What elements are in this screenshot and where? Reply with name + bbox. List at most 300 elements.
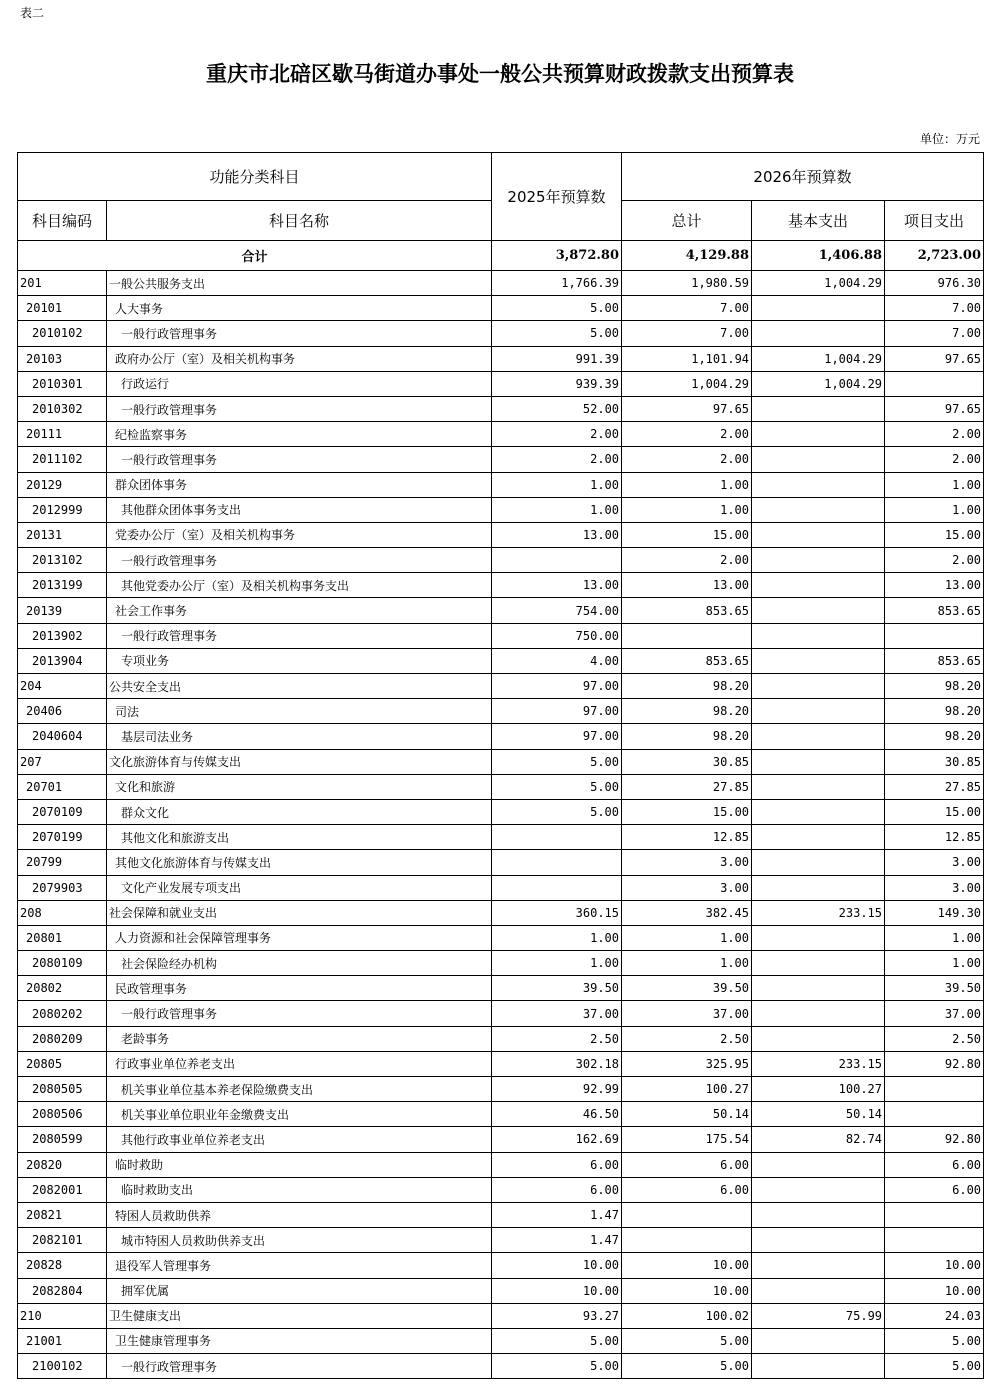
table-row (18, 1303, 984, 1328)
row-basic (752, 573, 885, 598)
row-budget-2025: 2.00 (492, 447, 622, 472)
row-name: 一般行政管理事务 (107, 396, 492, 421)
row-code: 20799 (18, 850, 107, 875)
row-name: 一般公共服务支出 (107, 271, 492, 296)
row-name: 机关事业单位职业年金缴费支出 (107, 1102, 492, 1127)
row-budget-2025: 754.00 (492, 598, 622, 623)
row-project (885, 371, 984, 396)
row-project: 98.20 (885, 674, 984, 699)
row-budget-2025: 360.15 (492, 900, 622, 925)
row-project: 24.03 (885, 1303, 984, 1328)
header-project: 项目支出 (885, 201, 984, 241)
row-total: 5.00 (622, 1354, 752, 1379)
row-project: 1.00 (885, 472, 984, 497)
row-name: 其他群众团体事务支出 (107, 497, 492, 522)
row-budget-2025: 92.99 (492, 1077, 622, 1102)
row-total: 1,101.94 (622, 346, 752, 371)
row-project: 1.00 (885, 925, 984, 950)
table-row (18, 497, 984, 522)
row-name: 一般行政管理事务 (107, 447, 492, 472)
table-row (18, 724, 984, 749)
row-basic (752, 548, 885, 573)
row-budget-2025: 939.39 (492, 371, 622, 396)
row-code: 2012999 (18, 497, 107, 522)
table-row (18, 296, 984, 321)
row-total (622, 1228, 752, 1253)
row-total: 10.00 (622, 1253, 752, 1278)
row-name: 卫生健康支出 (107, 1303, 492, 1328)
row-code: 2080599 (18, 1127, 107, 1152)
row-budget-2025: 5.00 (492, 1354, 622, 1379)
table-row (18, 1328, 984, 1353)
row-project: 97.65 (885, 396, 984, 421)
row-budget-2025: 302.18 (492, 1051, 622, 1076)
row-total: 1.00 (622, 472, 752, 497)
row-project (885, 1202, 984, 1227)
row-basic: 82.74 (752, 1127, 885, 1152)
row-name: 一般行政管理事务 (107, 1001, 492, 1026)
row-code: 20805 (18, 1051, 107, 1076)
row-budget-2025: 52.00 (492, 396, 622, 421)
total-label: 合计 (18, 241, 492, 271)
row-budget-2025: 5.00 (492, 774, 622, 799)
row-project: 6.00 (885, 1177, 984, 1202)
table-row (18, 1102, 984, 1127)
row-basic: 50.14 (752, 1102, 885, 1127)
row-budget-2025: 5.00 (492, 749, 622, 774)
row-budget-2025: 5.00 (492, 296, 622, 321)
row-basic: 1,004.29 (752, 346, 885, 371)
row-total: 6.00 (622, 1177, 752, 1202)
row-basic (752, 825, 885, 850)
row-basic (752, 699, 885, 724)
table-row (18, 472, 984, 497)
row-total: 30.85 (622, 749, 752, 774)
row-project: 15.00 (885, 522, 984, 547)
row-code: 20103 (18, 346, 107, 371)
table-row (18, 1077, 984, 1102)
row-code: 20801 (18, 925, 107, 950)
row-code: 20701 (18, 774, 107, 799)
row-basic (752, 850, 885, 875)
row-name: 人大事务 (107, 296, 492, 321)
row-project: 10.00 (885, 1253, 984, 1278)
row-name: 一般行政管理事务 (107, 623, 492, 648)
row-basic (752, 875, 885, 900)
row-name: 基层司法业务 (107, 724, 492, 749)
row-total: 7.00 (622, 296, 752, 321)
row-name: 纪检监察事务 (107, 422, 492, 447)
row-budget-2025: 1.00 (492, 472, 622, 497)
row-total (622, 623, 752, 648)
row-budget-2025: 37.00 (492, 1001, 622, 1026)
row-total: 2.50 (622, 1026, 752, 1051)
table-row (18, 346, 984, 371)
row-budget-2025: 97.00 (492, 724, 622, 749)
row-total (622, 1202, 752, 1227)
row-code: 2080506 (18, 1102, 107, 1127)
row-budget-2025: 97.00 (492, 699, 622, 724)
row-project: 5.00 (885, 1328, 984, 1353)
row-budget-2025: 97.00 (492, 674, 622, 699)
row-code: 2013199 (18, 573, 107, 598)
row-total: 15.00 (622, 799, 752, 824)
row-project: 27.85 (885, 774, 984, 799)
total-basic: 1,406.88 (752, 241, 885, 271)
row-code: 20129 (18, 472, 107, 497)
row-basic (752, 1278, 885, 1303)
row-project: 3.00 (885, 850, 984, 875)
row-budget-2025: 5.00 (492, 321, 622, 346)
budget-table (17, 152, 984, 1379)
row-name: 其他文化旅游体育与传媒支出 (107, 850, 492, 875)
row-code: 2080505 (18, 1077, 107, 1102)
row-project: 2.00 (885, 422, 984, 447)
row-code: 2040604 (18, 724, 107, 749)
row-code: 207 (18, 749, 107, 774)
row-total: 382.45 (622, 900, 752, 925)
row-project (885, 1102, 984, 1127)
row-name: 一般行政管理事务 (107, 321, 492, 346)
row-project: 7.00 (885, 296, 984, 321)
row-project: 1.00 (885, 497, 984, 522)
row-project: 92.80 (885, 1127, 984, 1152)
table-row (18, 1177, 984, 1202)
table-body (18, 241, 984, 1379)
row-total: 39.50 (622, 976, 752, 1001)
row-budget-2025: 4.00 (492, 648, 622, 673)
row-basic (752, 1228, 885, 1253)
row-code: 2082804 (18, 1278, 107, 1303)
header-code: 科目编码 (18, 201, 107, 241)
row-project: 92.80 (885, 1051, 984, 1076)
table-row (18, 799, 984, 824)
row-total: 100.27 (622, 1077, 752, 1102)
row-budget-2025: 5.00 (492, 1328, 622, 1353)
row-project: 98.20 (885, 724, 984, 749)
row-total: 15.00 (622, 522, 752, 547)
row-name: 社会保险经办机构 (107, 951, 492, 976)
row-basic: 233.15 (752, 900, 885, 925)
row-budget-2025: 1.00 (492, 497, 622, 522)
row-budget-2025: 46.50 (492, 1102, 622, 1127)
row-budget-2025: 1.47 (492, 1228, 622, 1253)
row-basic (752, 296, 885, 321)
table-row (18, 850, 984, 875)
row-basic: 100.27 (752, 1077, 885, 1102)
row-budget-2025: 6.00 (492, 1177, 622, 1202)
table-row (18, 648, 984, 673)
row-code: 2010102 (18, 321, 107, 346)
row-name: 其他党委办公厅（室）及相关机构事务支出 (107, 573, 492, 598)
row-project: 15.00 (885, 799, 984, 824)
row-basic (752, 925, 885, 950)
row-total: 13.00 (622, 573, 752, 598)
row-name: 专项业务 (107, 648, 492, 673)
table-row (18, 900, 984, 925)
table-row (18, 1127, 984, 1152)
row-project: 6.00 (885, 1152, 984, 1177)
row-name: 文化旅游体育与传媒支出 (107, 749, 492, 774)
row-project: 2.00 (885, 447, 984, 472)
row-code: 2100102 (18, 1354, 107, 1379)
row-total: 97.65 (622, 396, 752, 421)
table-row (18, 925, 984, 950)
row-budget-2025: 13.00 (492, 573, 622, 598)
total-budget-2025: 3,872.80 (492, 241, 622, 271)
row-name: 卫生健康管理事务 (107, 1328, 492, 1353)
row-basic (752, 976, 885, 1001)
row-budget-2025: 2.00 (492, 422, 622, 447)
row-budget-2025: 93.27 (492, 1303, 622, 1328)
table-tag: 表二 (20, 6, 45, 20)
table-row (18, 1051, 984, 1076)
row-project: 37.00 (885, 1001, 984, 1026)
row-name: 临时救助 (107, 1152, 492, 1177)
row-name: 一般行政管理事务 (107, 548, 492, 573)
row-code: 20131 (18, 522, 107, 547)
row-code: 204 (18, 674, 107, 699)
row-name: 文化和旅游 (107, 774, 492, 799)
row-budget-2025 (492, 548, 622, 573)
row-name: 临时救助支出 (107, 1177, 492, 1202)
total-total: 4,129.88 (622, 241, 752, 271)
row-code: 2010301 (18, 371, 107, 396)
row-code: 201 (18, 271, 107, 296)
row-code: 2070199 (18, 825, 107, 850)
row-total: 1.00 (622, 497, 752, 522)
row-project: 976.30 (885, 271, 984, 296)
row-basic (752, 799, 885, 824)
row-basic (752, 1026, 885, 1051)
row-basic (752, 951, 885, 976)
row-basic (752, 1202, 885, 1227)
row-code: 2082001 (18, 1177, 107, 1202)
table-row (18, 548, 984, 573)
row-project: 149.30 (885, 900, 984, 925)
row-code: 2013102 (18, 548, 107, 573)
row-budget-2025: 2.50 (492, 1026, 622, 1051)
row-basic (752, 497, 885, 522)
row-code: 2013904 (18, 648, 107, 673)
row-basic (752, 422, 885, 447)
row-total: 50.14 (622, 1102, 752, 1127)
row-code: 2080202 (18, 1001, 107, 1026)
row-budget-2025: 750.00 (492, 623, 622, 648)
row-budget-2025: 6.00 (492, 1152, 622, 1177)
table-row (18, 1152, 984, 1177)
table-row (18, 1001, 984, 1026)
row-name: 社会工作事务 (107, 598, 492, 623)
row-name: 行政事业单位养老支出 (107, 1051, 492, 1076)
row-total: 98.20 (622, 674, 752, 699)
row-name: 机关事业单位基本养老保险缴费支出 (107, 1077, 492, 1102)
row-total: 6.00 (622, 1152, 752, 1177)
row-basic: 1,004.29 (752, 271, 885, 296)
row-basic (752, 1253, 885, 1278)
row-code: 2010302 (18, 396, 107, 421)
row-basic (752, 749, 885, 774)
table-row (18, 951, 984, 976)
row-code: 20139 (18, 598, 107, 623)
row-name: 城市特困人员救助供养支出 (107, 1228, 492, 1253)
row-total: 853.65 (622, 648, 752, 673)
row-code: 210 (18, 1303, 107, 1328)
row-name: 退役军人管理事务 (107, 1253, 492, 1278)
row-code: 2080109 (18, 951, 107, 976)
row-code: 208 (18, 900, 107, 925)
row-project (885, 1077, 984, 1102)
table-row (18, 1026, 984, 1051)
row-total: 1.00 (622, 951, 752, 976)
row-code: 20111 (18, 422, 107, 447)
row-total: 98.20 (622, 699, 752, 724)
row-name: 拥军优属 (107, 1278, 492, 1303)
row-code: 20101 (18, 296, 107, 321)
row-code: 2080209 (18, 1026, 107, 1051)
row-project (885, 623, 984, 648)
row-basic (752, 648, 885, 673)
table-row (18, 774, 984, 799)
row-total: 3.00 (622, 850, 752, 875)
table-row (18, 371, 984, 396)
row-project: 853.65 (885, 648, 984, 673)
table-row (18, 1278, 984, 1303)
row-project: 30.85 (885, 749, 984, 774)
row-name: 民政管理事务 (107, 976, 492, 1001)
row-basic (752, 522, 885, 547)
table-row (18, 598, 984, 623)
row-basic (752, 1152, 885, 1177)
row-basic (752, 472, 885, 497)
table-row (18, 271, 984, 296)
table-row (18, 1228, 984, 1253)
table-row (18, 976, 984, 1001)
table-row (18, 875, 984, 900)
row-total: 27.85 (622, 774, 752, 799)
table-row (18, 447, 984, 472)
row-total: 325.95 (622, 1051, 752, 1076)
row-budget-2025: 5.00 (492, 799, 622, 824)
row-budget-2025: 10.00 (492, 1253, 622, 1278)
row-budget-2025: 39.50 (492, 976, 622, 1001)
row-total: 100.02 (622, 1303, 752, 1328)
row-name: 行政运行 (107, 371, 492, 396)
row-total: 2.00 (622, 422, 752, 447)
row-project: 98.20 (885, 699, 984, 724)
row-basic (752, 1177, 885, 1202)
row-project: 2.50 (885, 1026, 984, 1051)
row-basic: 233.15 (752, 1051, 885, 1076)
row-project: 3.00 (885, 875, 984, 900)
table-row (18, 573, 984, 598)
row-budget-2025 (492, 850, 622, 875)
table-row (18, 1253, 984, 1278)
row-basic (752, 724, 885, 749)
header-function-category: 功能分类科目 (18, 153, 492, 201)
row-basic (752, 1001, 885, 1026)
table-row (18, 674, 984, 699)
row-basic (752, 321, 885, 346)
table-row (18, 825, 984, 850)
row-basic (752, 774, 885, 799)
table-row (18, 749, 984, 774)
row-code: 20820 (18, 1152, 107, 1177)
row-total: 2.00 (622, 548, 752, 573)
row-project: 1.00 (885, 951, 984, 976)
row-name: 其他文化和旅游支出 (107, 825, 492, 850)
row-project: 97.65 (885, 346, 984, 371)
table-row (18, 699, 984, 724)
row-project: 12.85 (885, 825, 984, 850)
row-code: 21001 (18, 1328, 107, 1353)
row-project: 39.50 (885, 976, 984, 1001)
row-total: 37.00 (622, 1001, 752, 1026)
row-total: 175.54 (622, 1127, 752, 1152)
total-row (18, 241, 984, 271)
row-total: 98.20 (622, 724, 752, 749)
row-code: 2011102 (18, 447, 107, 472)
row-total: 1,980.59 (622, 271, 752, 296)
row-project: 10.00 (885, 1278, 984, 1303)
row-basic (752, 447, 885, 472)
row-code: 2082101 (18, 1228, 107, 1253)
table-row (18, 1202, 984, 1227)
row-project: 2.00 (885, 548, 984, 573)
row-basic (752, 1328, 885, 1353)
header-basic: 基本支出 (752, 201, 885, 241)
row-budget-2025: 1,766.39 (492, 271, 622, 296)
row-total: 2.00 (622, 447, 752, 472)
row-project: 5.00 (885, 1354, 984, 1379)
row-total: 3.00 (622, 875, 752, 900)
header-total: 总计 (622, 201, 752, 241)
total-project: 2,723.00 (885, 241, 984, 271)
row-basic (752, 598, 885, 623)
row-total: 1.00 (622, 925, 752, 950)
table-row (18, 1354, 984, 1379)
row-basic (752, 674, 885, 699)
row-total: 5.00 (622, 1328, 752, 1353)
page-title: 重庆市北碚区歇马街道办事处一般公共预算财政拨款支出预算表 (206, 61, 794, 86)
row-name: 党委办公厅（室）及相关机构事务 (107, 522, 492, 547)
row-budget-2025 (492, 875, 622, 900)
row-budget-2025 (492, 825, 622, 850)
row-project: 7.00 (885, 321, 984, 346)
row-project: 13.00 (885, 573, 984, 598)
table-row (18, 396, 984, 421)
header-budget-2025: 2025年预算数 (492, 153, 622, 241)
row-project (885, 1228, 984, 1253)
row-total: 1,004.29 (622, 371, 752, 396)
row-budget-2025: 10.00 (492, 1278, 622, 1303)
row-total: 12.85 (622, 825, 752, 850)
row-code: 20821 (18, 1202, 107, 1227)
row-basic (752, 396, 885, 421)
row-budget-2025: 1.00 (492, 925, 622, 950)
row-code: 2013902 (18, 623, 107, 648)
row-code: 20406 (18, 699, 107, 724)
row-code: 20828 (18, 1253, 107, 1278)
row-name: 司法 (107, 699, 492, 724)
row-budget-2025: 162.69 (492, 1127, 622, 1152)
row-total: 10.00 (622, 1278, 752, 1303)
row-name: 其他行政事业单位养老支出 (107, 1127, 492, 1152)
row-basic (752, 1354, 885, 1379)
row-name: 政府办公厅（室）及相关机构事务 (107, 346, 492, 371)
row-name: 群众团体事务 (107, 472, 492, 497)
row-project: 853.65 (885, 598, 984, 623)
